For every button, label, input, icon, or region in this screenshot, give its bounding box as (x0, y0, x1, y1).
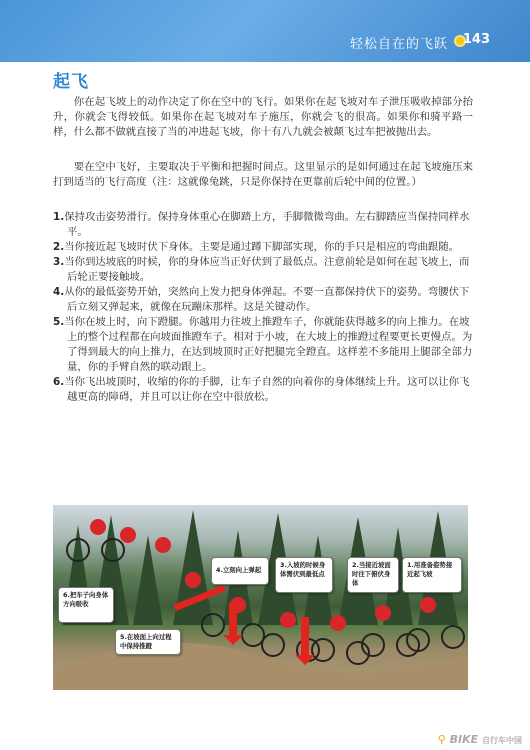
list-item: 6.当你飞出坡顶时，收缩的你的手脚，让车子自然的向着你的身体继续上升。这可以让你飞越更高的障碍，并且可以让你在空中很放松。 (53, 376, 470, 403)
label-lowest-point: 3.入坡的时候身体需伏到最低点 (275, 557, 333, 593)
label-crouch: 2.当接近坡面时往下俯伏身体 (347, 557, 399, 593)
intro-paragraph: 你在起飞坡上的动作决定了你在空中的飞行。如果你在起飞坡对车子泄压吸收掉部分抬升，你就会飞得较低。如果你在起飞坡对车子施压，你就会飞的很高。如果你和骑平路一样，什么都不做就直接了当的冲进起飞坡，你十有八九就会被颠飞过车把被抛出去。 (53, 96, 473, 138)
jump-sequence-photo (53, 505, 468, 690)
technique-paragraph: 要在空中飞好，主要取决于平衡和把握时间点。这里显示的是如何通过在起飞坡施压来打到适当的飞行高度（注：这就像兔跳，只是你保持在更靠前后轮中间的位置。） (53, 161, 473, 188)
list-item: 2.当你接近起飞坡时伏下身体。主要是通过蹲下脚部实现，你的手只是相应的弯曲跟随。 (53, 241, 460, 253)
steps-list (53, 210, 473, 405)
label-absorb-bike: 6.把车子向身体方向吸收 (58, 587, 114, 623)
label-spring-up: 4.立刻向上弹起 (211, 557, 269, 585)
list-item: 4.从你的最低姿势开始，突然向上发力把身体弹起。不要一直都保持伏下的姿势。弯腰伏下后立刻又弹起来，就像在玩蹦床那样。这是关键动作。 (53, 286, 470, 313)
chapter-title: 轻松自在的飞跃 (349, 37, 448, 52)
logo-icon: ⚲ (437, 733, 446, 746)
label-approach: 1.用准备姿势接近起飞坡 (402, 557, 462, 593)
page-header (0, 0, 530, 62)
page-number: 143 (462, 32, 490, 47)
site-logo: ⚲ BIKE 自行车中国 (437, 733, 522, 746)
riders-sequence-icon (53, 505, 468, 690)
label-keep-pushing: 5.在坡面上向过程中保持推蹬 (115, 629, 181, 655)
list-item: 3.当你到达坡底的时候，你的身体应当正好伏到了最低点。注意前轮是如何在起飞坡上，而后轮正要接触坡。 (53, 256, 470, 283)
list-item: 5.当你在坡上时，向下蹬腿。你越用力往坡上推蹬车子，你就能获得越多的向上推力。在坡上的整个过程都在向坡面推蹬车子。相对于小坡，在大坡上的推蹬过程要更长更慢点。为了得到最大的向上推力，在达到坡顶时正好把腿完全蹬直。这样差不多能用上腿部全部力量，你的手臂自然的联动跟上。 (53, 316, 473, 373)
section-title: 起飞 (53, 72, 89, 92)
list-item: 1.保持攻击姿势滑行。保持身体重心在脚踏上方，手脚微微弯曲。左右脚踏应当保持同样水平。 (53, 211, 470, 238)
